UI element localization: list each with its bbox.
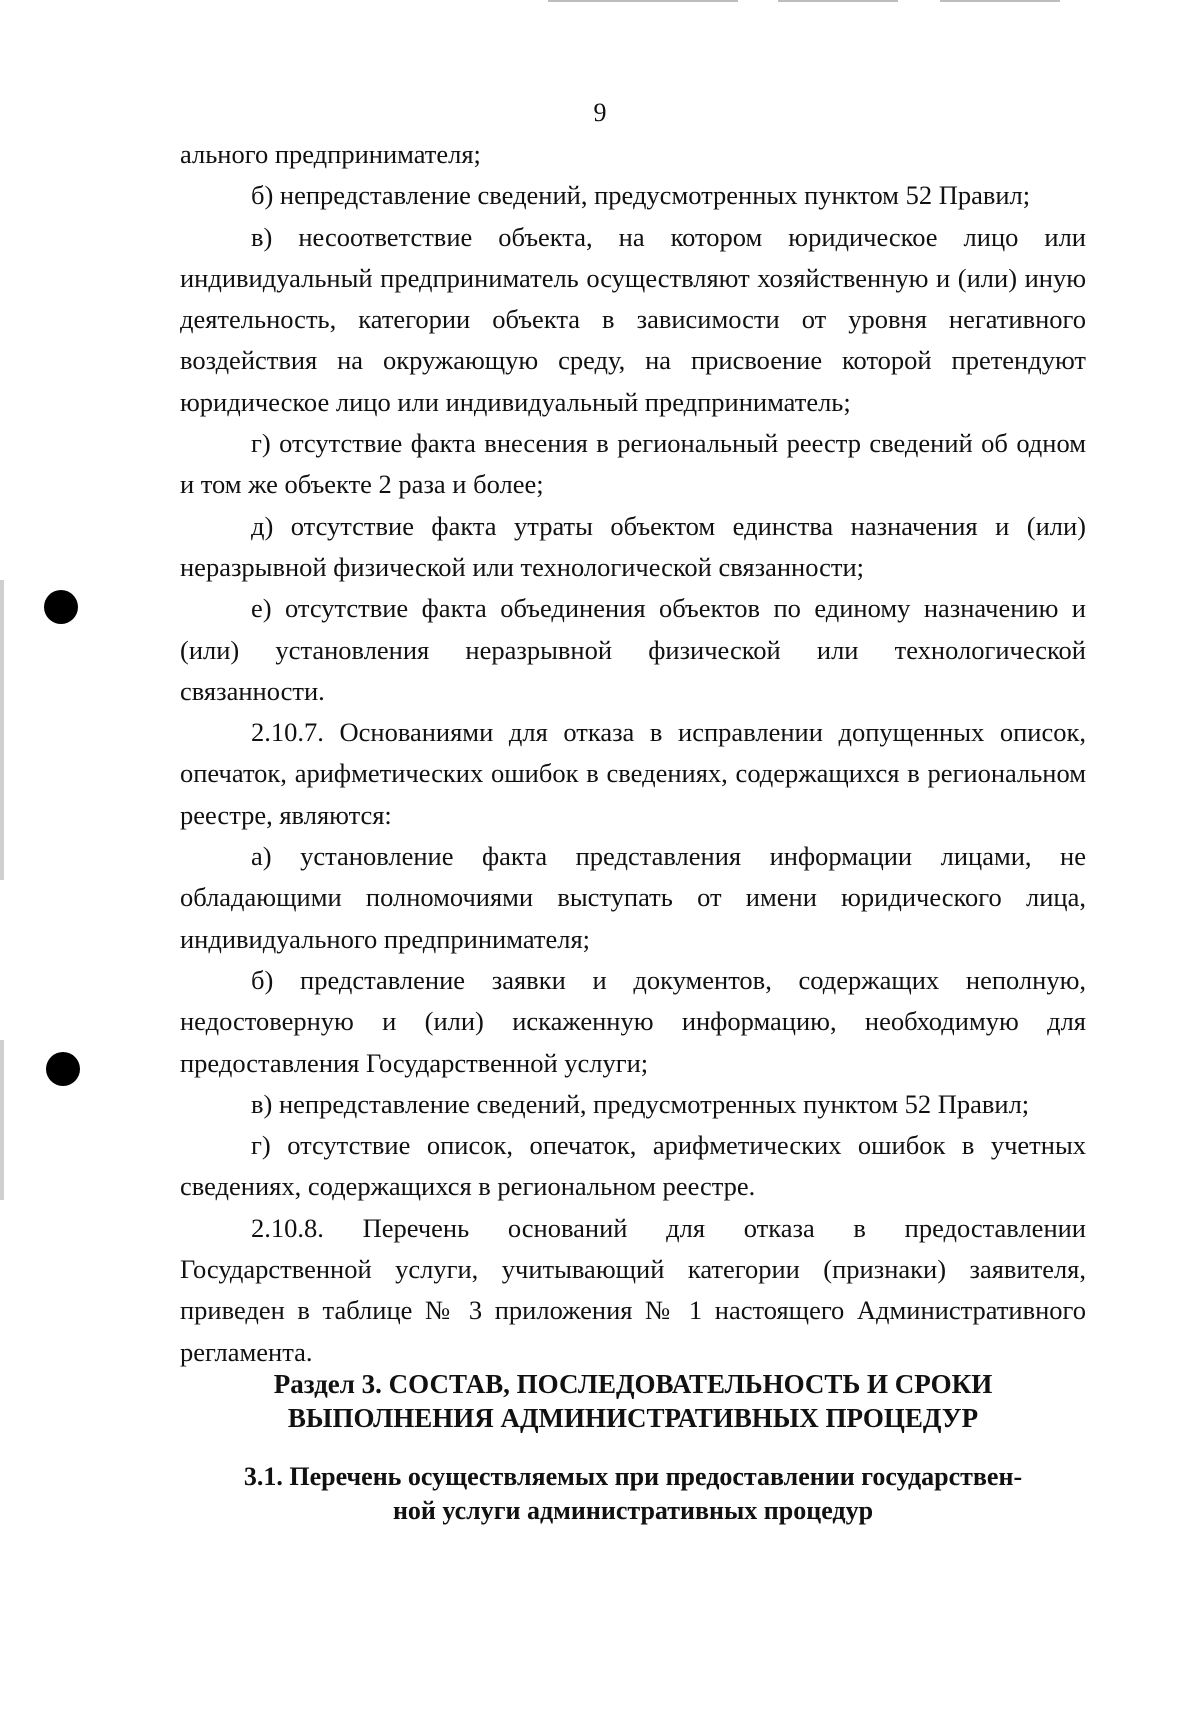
paragraph: г) отсутствие факта внесения в региональный реестр сведений об одном и том же объекте 2 раза и более;	[180, 428, 1086, 500]
section-heading	[180, 1367, 1086, 1435]
scan-edge-mark	[778, 0, 898, 2]
scan-edge-mark	[0, 580, 4, 880]
scan-edge-mark	[940, 0, 1060, 2]
paragraph: 2.10.7. Основаниями для отказа в исправлении допущенных описок, опечаток, арифметических ошибок в сведениях, содержащихся в региональном реестре, являются:	[180, 717, 1086, 830]
paragraph: ального предпринимателя;	[180, 139, 481, 169]
section-heading-line: ВЫПОЛНЕНИЯ АДМИНИСТРАТИВНЫХ ПРОЦЕДУР	[287, 1403, 979, 1433]
punch-hole	[46, 1052, 80, 1086]
subsection-heading-line: ной услуги административных процедур	[392, 1496, 874, 1525]
punch-hole	[44, 590, 78, 624]
scan-edge-mark	[548, 0, 738, 2]
paragraph: д) отсутствие факта утраты объектом единства назначения и (или) неразрывной физической или технологической связанности;	[180, 510, 1086, 582]
paragraph: в) несоответствие объекта, на котором юридическое лицо или индивидуальный предприниматель осуществляют хозяйственную и (или) иную деятельность, категории объекта в зависимости от уровня негативного воздействия на окружающую среду, на присвоение которой претендуют юридическое лицо или индивидуальный предприниматель;	[180, 221, 1086, 417]
paragraph: в) непредставление сведений, предусмотренных пунктом 52 Правил;	[251, 1088, 1030, 1119]
subsection-heading-line: 3.1. Перечень осуществляемых при предоставлении государствен-	[243, 1462, 1023, 1491]
subsection-heading	[180, 1460, 1086, 1528]
paragraph: е) отсутствие факта объединения объектов по единому назначению и (или) установления неразрывной физической или технологической связанности.	[180, 593, 1086, 706]
section-heading-line: Раздел 3. СОСТАВ, ПОСЛЕДОВАТЕЛЬНОСТЬ И СРОКИ	[273, 1369, 993, 1399]
scan-edge-mark	[0, 1040, 4, 1200]
paragraph: а) установление факта представления информации лицами, не обладающими полномочиями выступать от имени юридического лица, индивидуального предпринимателя;	[180, 841, 1086, 954]
document-body	[180, 134, 1086, 1373]
paragraph: 2.10.8. Перечень оснований для отказа в предоставлении Государственной услуги, учитывающий категории (признаки) заявителя, приведен в таблице № 3 приложения № 1 настоящего Административного регламента.	[180, 1212, 1086, 1367]
page-number: 9	[593, 98, 607, 127]
paragraph: б) представление заявки и документов, содержащих неполную, недостоверную и (или) искаженную информацию, необходимую для предоставления Государственной услуги;	[180, 964, 1086, 1078]
paragraph: б) непредставление сведений, предусмотренных пунктом 52 Правил;	[251, 180, 1031, 211]
paragraph: г) отсутствие описок, опечаток, арифметических ошибок в учетных сведениях, содержащихся в региональном реестре.	[180, 1130, 1086, 1202]
